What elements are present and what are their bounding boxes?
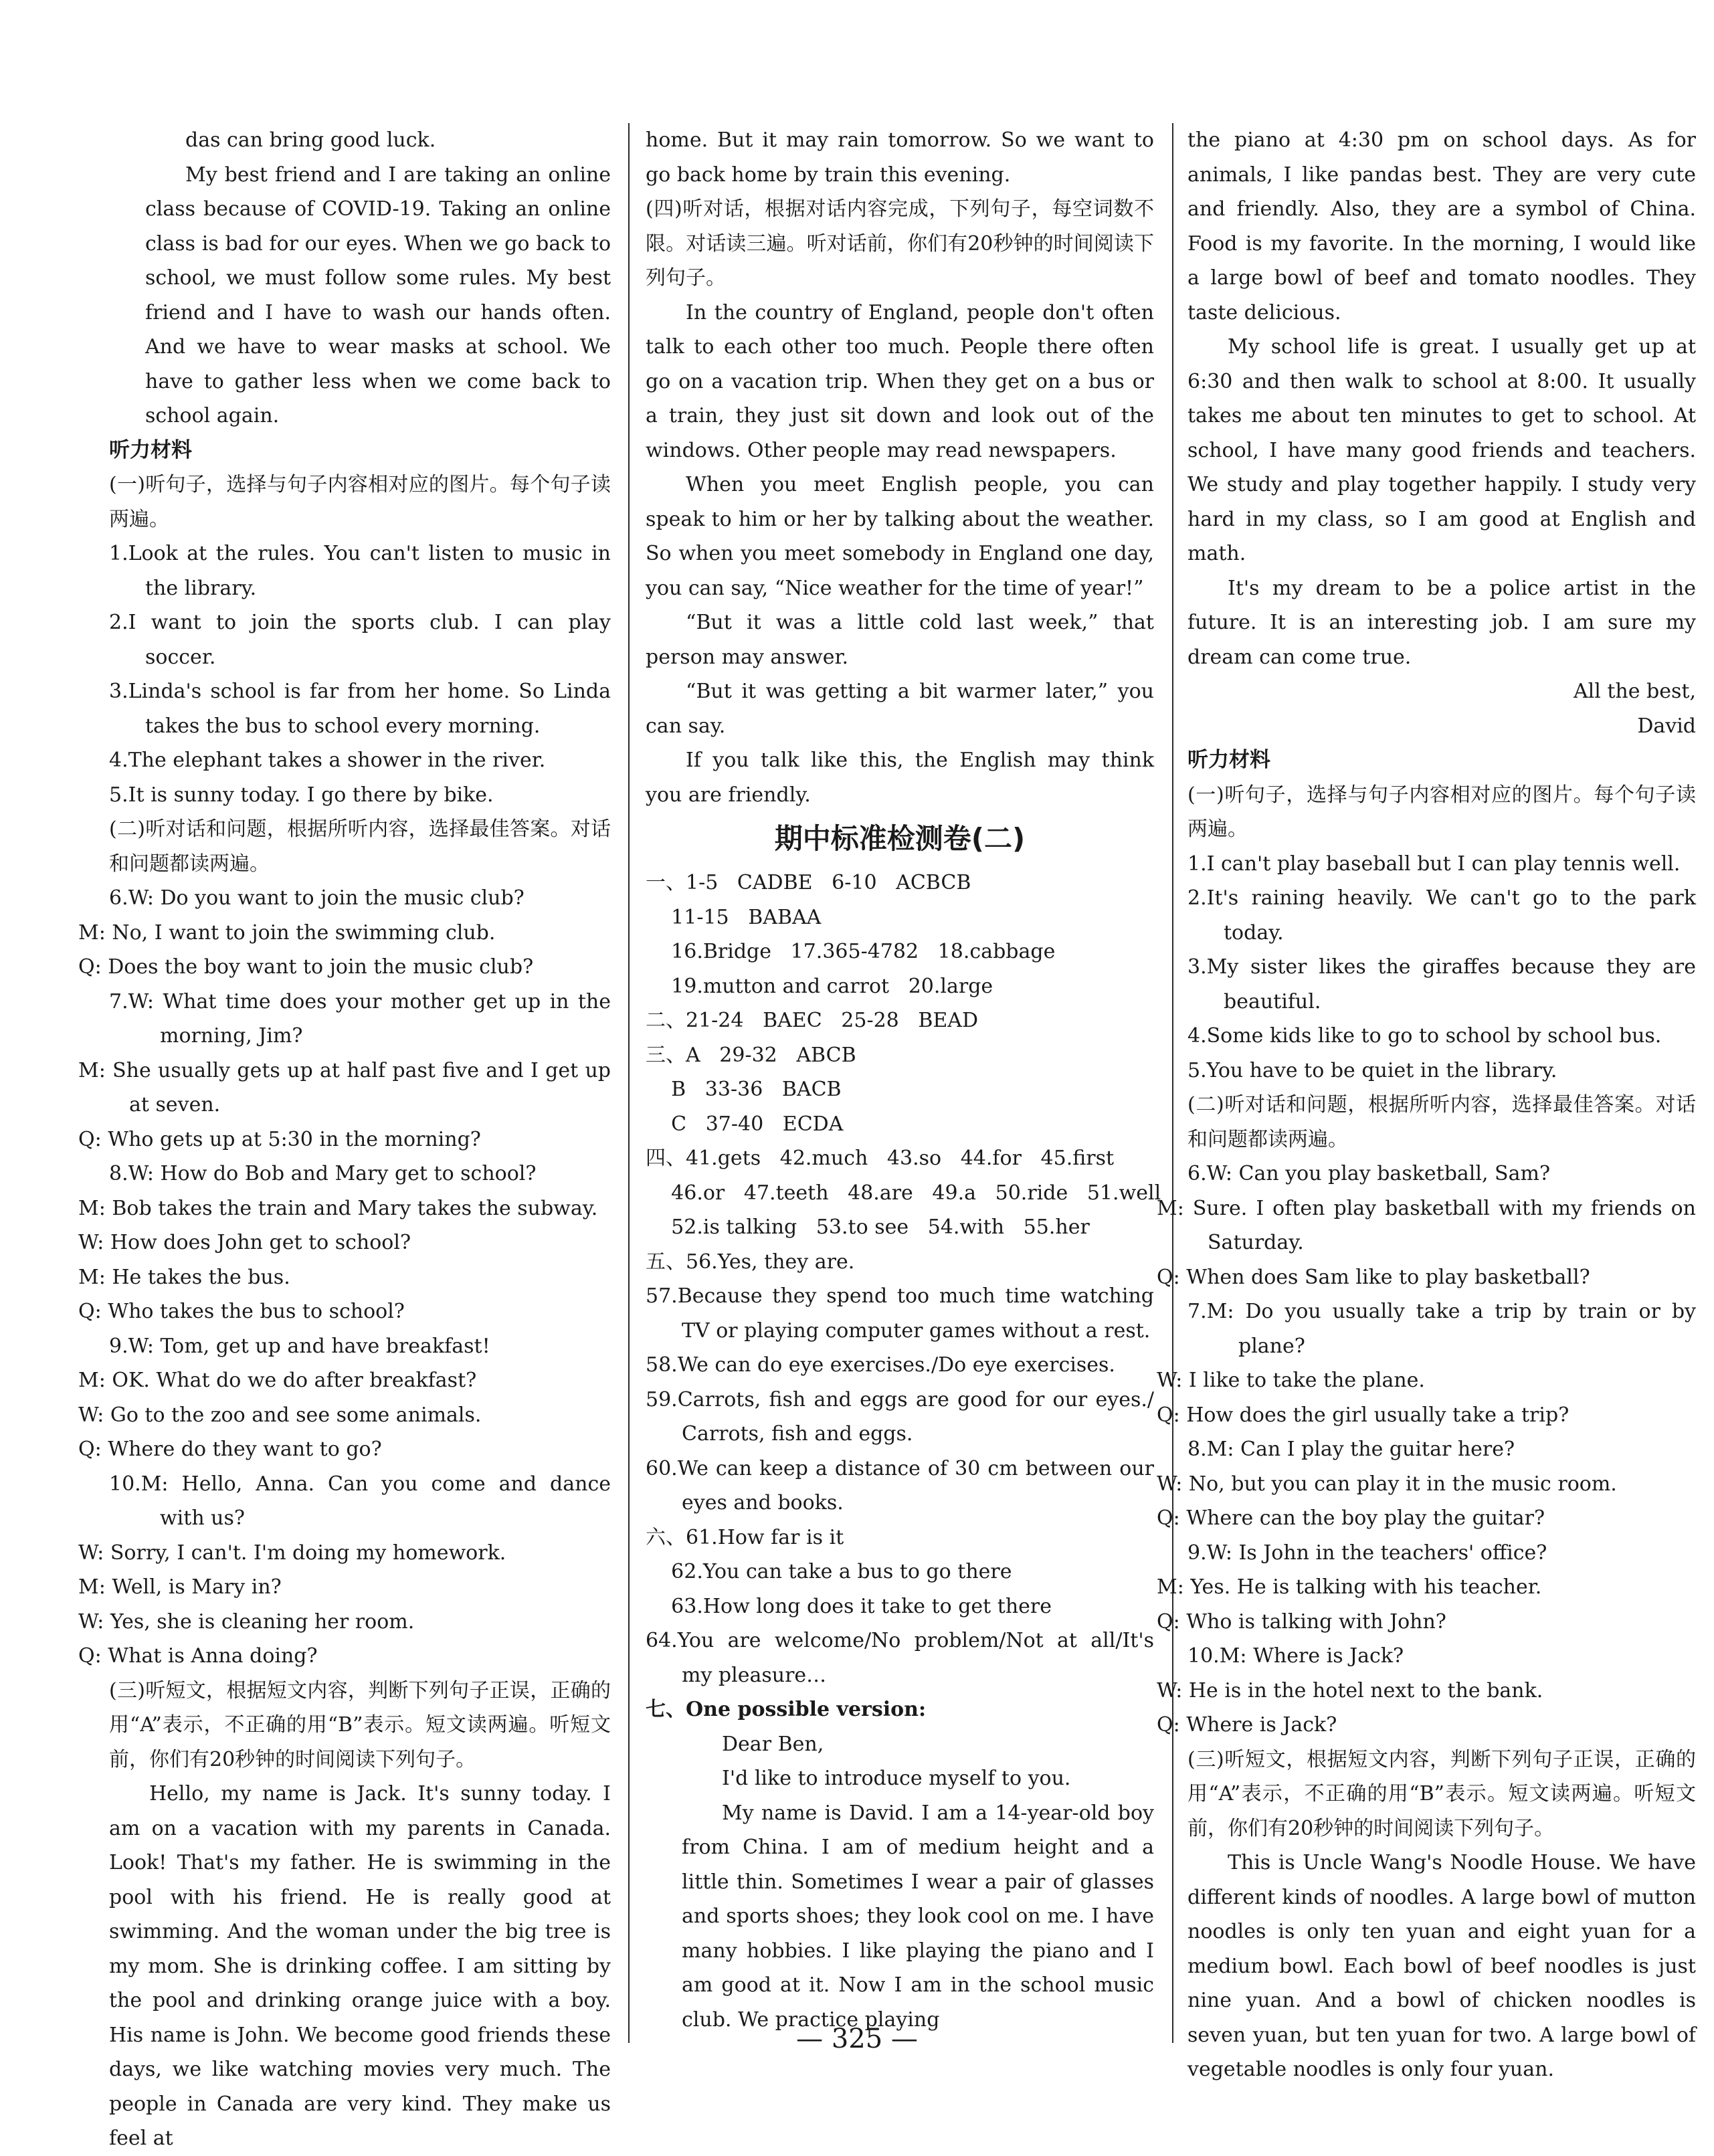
text-line: M: Well, is Mary in? [78,1575,282,1599]
text-line: 16.Bridge 17.365-4782 18.cabbage [646,940,1056,963]
text-line: 10.M: Where is Jack? [1187,1644,1404,1668]
text-line: 5.You have to be quiet in the library. [1187,1058,1557,1082]
text-line: Dear Ben, [722,1732,824,1756]
column-right [1157,123,1696,2087]
text-line: 1.Look at the rules. You can't listen to music in the library. [109,542,611,600]
text-line: M: OK. What do we do after breakfast? [78,1369,477,1392]
text-line: “But it was getting a bit warmer later,” you can say. [646,680,1154,738]
text-line: “But it was a little cold last week,” that person may answer. [646,611,1154,669]
text-line: 9.W: Tom, get up and have breakfast! [109,1334,490,1358]
text-line: B 33-36 BACB [646,1078,842,1101]
text-line: W: Go to the zoo and see some animals. [78,1403,482,1427]
text-line: 6.W: Can you play basketball, Sam? [1187,1162,1551,1185]
text-line: 8.W: How do Bob and Mary get to school? [109,1162,537,1185]
text-line: 4.The elephant takes a shower in the river. [109,749,546,772]
text-line: 57.Because they spend too much time watching TV or playing computer games without a rest. [646,1284,1154,1343]
text-line: (一)听句子，选择与句子内容相对应的图片。每个句子读两遍。 [109,473,611,531]
text-line: 七、One possible version: [646,1698,927,1721]
text-line: the piano at 4:30 pm on school days. As for animals, I like pandas best. They are very cute and friendly. Also, they are a symbol of China. Food is my favorite. In the morning, I would like a large bowl of beef and tomato noodles. They taste delicious. [1187,128,1696,324]
text-line: In the country of England, people don't often talk to each other too much. People there often go on a vacation trip. When they get on a bus or a train, they just sit down and look out of the windows. Other people may read newspapers. [646,300,1154,462]
text-line: 9.W: Is John in the teachers' office? [1187,1541,1547,1565]
text-line: M: She usually gets up at half past five and I get up at seven. [78,1058,611,1116]
column-divider-2 [1172,123,1173,2043]
column-left [78,123,611,2156]
text-line: (一)听句子，选择与句子内容相对应的图片。每个句子读两遍。 [1187,783,1696,841]
text-line: 3.My sister likes the giraffes because they are beautiful. [1187,955,1696,1013]
text-line: 听力材料 [109,437,192,462]
text-line: 三、A 29-32 ABCB [646,1043,856,1067]
text-line: (四)听对话，根据对话内容完成，下列句子，每空词数不限。对话读三遍。听对话前，你们有20秒钟的时间阅读下列句子。 [646,197,1154,290]
text-line: W: How does John get to school? [78,1231,411,1254]
text-line: 11-15 BABAA [646,905,822,929]
text-line: 六、61.How far is it [646,1525,844,1549]
text-line: (三)听短文，根据短文内容，判断下列句子正误，正确的用“A”表示，不正确的用“B”表示。短文读两遍。听短文前，你们有20秒钟的时间阅读下列句子。 [1187,1747,1696,1840]
text-line: My name is David. I am a 14-year-old boy from China. I am of medium height and a little thin. Sometimes I wear a pair of glasses and sports shoes; they look cool on me. I have many hobbies. I like playing the piano and I am good at it. Now I am in the school music club. We practice playing [682,1801,1154,2032]
text-line: 4.Some kids like to go to school by school bus. [1187,1024,1662,1048]
text-line: Q: When does Sam like to play basketball? [1157,1265,1590,1289]
text-line: M: Sure. I often play basketball with my friends on Saturday. [1157,1196,1696,1254]
text-line: 听力材料 [1187,748,1270,772]
column-middle [646,123,1161,2037]
text-line: Q: Does the boy want to join the music club? [78,955,534,979]
text-line: W: Sorry, I can't. I'm doing my homework. [78,1541,506,1565]
text-line: M: He takes the bus. [78,1265,290,1289]
text-line: das can bring good luck. [185,128,436,152]
text-line: W: He is in the hotel next to the bank. [1157,1678,1543,1702]
text-line: 52.is talking 53.to see 54.with 55.her [646,1215,1090,1239]
text-line: I'd like to introduce myself to you. [722,1767,1071,1790]
text-line: My school life is great. I usually get up at 6:30 and then walk to school at 8:00. It usually takes me about ten minutes to get to school. At school, I have many good friends and teachers. We study and play together happily. I study very hard in my class, so I am good at English and math. [1187,335,1696,565]
text-line: W: No, but you can play it in the music room. [1157,1472,1617,1496]
text-line: Q: Who gets up at 5:30 in the morning? [78,1127,481,1151]
text-line: All the best, [1573,680,1696,703]
text-line: 5.It is sunny today. I go there by bike. [109,783,494,807]
text-line: 7.M: Do you usually take a trip by train or by plane? [1187,1300,1696,1358]
text-line: 8.M: Can I play the guitar here? [1187,1438,1515,1461]
text-line: 63.How long does it take to get there [646,1594,1052,1618]
text-line: 7.W: What time does your mother get up in the morning, Jim? [109,989,611,1048]
text-line: (二)听对话和问题，根据所听内容，选择最佳答案。对话和问题都读两遍。 [1187,1093,1696,1151]
text-line: 19.mutton and carrot 20.large [646,974,993,998]
text-line: (二)听对话和问题，根据所听内容，选择最佳答案。对话和问题都读两遍。 [109,817,611,876]
text-line: 二、21-24 BAEC 25-28 BEAD [646,1009,979,1032]
text-line: 五、56.Yes, they are. [646,1250,855,1274]
text-line: (三)听短文，根据短文内容，判断下列句子正误，正确的用“A”表示，不正确的用“B”表示。短文读两遍。听短文前，你们有20秒钟的时间阅读下列句子。 [109,1678,611,1771]
text-line: 四、41.gets 42.much 43.so 44.for 45.first [646,1147,1115,1170]
text-line: It's my dream to be a police artist in the future. It is an interesting job. I am sure my dream can come true. [1187,576,1696,669]
text-line: Q: Who takes the bus to school? [78,1300,405,1323]
text-line: home. But it may rain tomorrow. So we want to go back home by train this evening. [646,128,1154,187]
text-line: 60.We can keep a distance of 30 cm between our eyes and books. [646,1456,1154,1514]
text-line: 10.M: Hello, Anna. Can you come and dance with us? [109,1472,611,1530]
text-line: 2.It's raining heavily. We can't go to the park today. [1187,886,1696,945]
column-divider-1 [628,123,630,2043]
text-line: 62.You can take a bus to go there [646,1560,1012,1583]
text-line: My best friend and I are taking an online class because of COVID-19. Taking an online class is bad for our eyes. When we go back to school, we must follow some rules. My best friend and I have to wash our hands often. And we have to wear masks at school. We have to gather less when we come back to school again. [145,163,611,427]
text-line: 2.I want to join the sports club. I can play soccer. [109,611,611,669]
text-line: M: Bob takes the train and Mary takes the subway. [78,1196,598,1220]
text-line: If you talk like this, the English may think you are friendly. [646,749,1154,807]
text-line: 46.or 47.teeth 48.are 49.a 50.ride 51.well [646,1181,1161,1205]
text-line: Hello, my name is Jack. It's sunny today. I am on a vacation with my parents in Canada. Look! That's my father. He is swimming in the pool with his friend. He is really good at swimming. And the woman under the big tree is my mom. She is drinking coffee. I am sitting by the pool and drinking orange juice with a boy. His name is John. We become good friends these days, we like watching movies very much. The people in Canada are very kind. They make us feel at [109,1782,611,2150]
text-line: 58.We can do eye exercises./Do eye exercises. [646,1353,1115,1377]
text-line: David [1637,714,1696,738]
text-line: M: No, I want to join the swimming club. [78,920,496,945]
text-line: Q: Where do they want to go? [78,1438,382,1461]
text-line: Q: What is Anna doing? [78,1644,318,1668]
text-line: 3.Linda's school is far from her home. So Linda takes the bus to school every morning. [109,680,611,738]
text-line: Q: Where is Jack? [1157,1713,1337,1737]
text-line: 一、1-5 CADBE 6-10 ACBCB [646,871,971,894]
text-line: M: Yes. He is talking with his teacher. [1157,1575,1542,1599]
text-line: Q: How does the girl usually take a trip? [1157,1403,1569,1427]
text-line: W: I like to take the plane. [1157,1369,1425,1392]
text-line: When you meet English people, you can speak to him or her by talking about the weather. So when you meet somebody in England one day, you can say, “Nice weather for the time of year!” [646,473,1154,600]
text-line: W: Yes, she is cleaning her room. [78,1609,415,1634]
page-number: — 325 — [796,2024,918,2054]
text-line: 64.You are welcome/No problem/Not at all/It's my pleasure… [646,1629,1154,1687]
text-line: C 37-40 ECDA [646,1112,844,1136]
text-line: 期中标准检测卷(二) [774,822,1026,855]
text-line: Q: Who is talking with John? [1157,1609,1446,1634]
text-line: This is Uncle Wang's Noodle House. We have different kinds of noodles. A large bowl of mutton noodles is only ten yuan and eight yuan for a medium bowl. Each bowl of beef noodles is just nine yuan. And a bowl of chicken noodles is seven yuan, but ten yuan for two. A large bowl of vegetable noodles is only four yuan. [1187,1851,1696,2081]
text-line: Q: Where can the boy play the guitar? [1157,1506,1545,1530]
text-line: 1.I can't play baseball but I can play tennis well. [1187,852,1681,876]
text-line: 6.W: Do you want to join the music club? [109,886,525,910]
text-line: 59.Carrots, fish and eggs are good for our eyes./ Carrots, fish and eggs. [646,1387,1154,1446]
